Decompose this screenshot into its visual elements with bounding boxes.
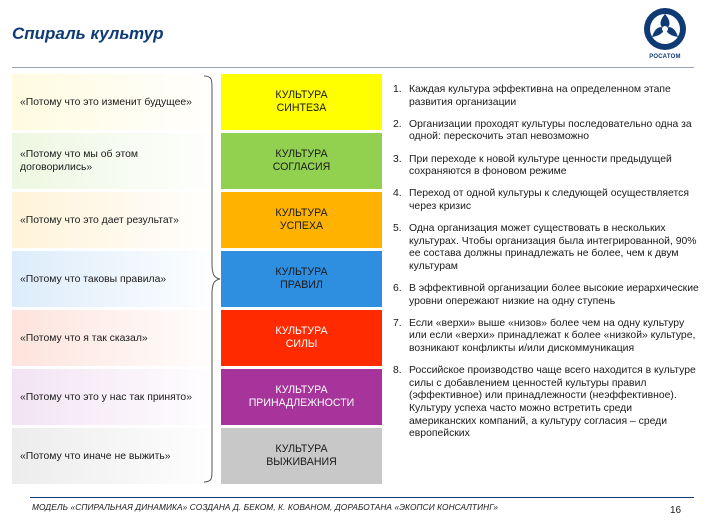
reason-text: «Потому что это изменит будущее» [20,96,192,108]
culture-name: СОГЛАСИЯ [272,161,331,173]
list-text: Организации проходят культуры последовательно одна за одной: перескочить этап невозможно [409,118,692,143]
culture-name: СИЛЫ [285,338,318,350]
culture-label: КУЛЬТУРА [275,384,328,396]
list-item [393,154,699,179]
culture-name: ПРАВИЛ [280,279,323,291]
reason-text: «Потому что это дает результат» [20,214,179,226]
page-number: 16 [670,505,682,516]
culture-label: КУЛЬТУРА [275,89,328,101]
list-number: 7. [393,317,402,329]
list-text: Переход от одной культуры к следующей осуществляется через кризис [409,188,689,212]
group-brace [202,74,222,484]
footer-divider [30,497,694,498]
list-text: При переходе к новой культуре ценности предыдущей сохраняются в фоновом режиме [409,153,672,178]
culture-box [221,192,382,248]
list-text: Одна организация может существовать в нескольких культурах. Чтобы организация была интегрированной, 90% ее состава должны принадлежать не более, чем к двум культурам [409,223,697,272]
rosatom-emblem-icon [639,5,691,53]
culture-box [221,428,382,484]
list-number: 1. [393,84,402,95]
list-item [393,119,699,144]
culture-box [221,369,382,425]
list-text: Каждая культура эффективна на определенном этапе развития организации [409,84,671,108]
culture-label: КУЛЬТУРА [275,148,328,160]
culture-box [221,251,382,307]
list-item [393,365,699,441]
reason-text: «Потому что это у нас так принято» [20,391,192,403]
list-item [393,283,699,308]
reason-text: «Потому что иначе не выжить» [20,450,171,462]
culture-label: КУЛЬТУРА [275,266,328,278]
list-item [393,188,699,213]
list-number: 3. [393,153,402,165]
culture-label: КУЛЬТУРА [275,207,328,219]
reason-text: «Потому что я так сказал» [20,332,148,344]
culture-name: ВЫЖИВАНИЯ [266,456,337,468]
list-text: В эффективной организации более высокие иерархические уровни опережают низкие на одну ступень [409,283,699,307]
culture-box [221,133,382,189]
list-number: 5. [393,223,402,235]
culture-box [221,74,382,130]
list-text: Если «верхи» выше «низов» более чем на одну культуру или если «верхи» принадлежат к более «низкой» культуре, возникают конфликты и/или дискоммуникация [409,317,696,355]
rosatom-logo [639,5,691,63]
culture-label: КУЛЬТУРА [275,325,328,337]
list-number: 2. [393,118,402,130]
culture-box [221,310,382,366]
principles-list [393,84,699,450]
reason-text: «Потому что мы об этом договорились» [20,149,139,173]
list-number: 8. [393,365,402,377]
culture-label: КУЛЬТУРА [275,443,328,455]
list-item [393,84,699,109]
list-number: 4. [393,188,402,200]
culture-name: СИНТЕЗА [276,102,327,114]
culture-name: УСПЕХА [279,220,324,232]
list-text: Российское производство чаще всего находится в культуре силы с добавлением ценностей культуры правил (эффективное) или принадлежности (неэффективное). Культуру успеха часто можно встретить среди американских компаний, а культуру согласия – среди европейских [409,365,696,440]
list-number: 6. [393,283,402,295]
source-note: МОДЕЛЬ «СПИРАЛЬНАЯ ДИНАМИКА» СОЗДАНА Д. БЕКОМ, К. КОВАНОМ, ДОРАБОТАНА «ЭКОПСИ КОНСАЛТИНГ» [32,502,499,512]
list-item [393,223,699,273]
reason-text: «Потому что таковы правила» [20,273,167,285]
list-item [393,318,699,356]
logo-label: РОСАТОМ [649,54,681,60]
culture-name: ПРИНАДЛЕЖНОСТИ [248,397,355,409]
page-title: Спираль культур [12,24,164,43]
header-divider [12,67,694,68]
